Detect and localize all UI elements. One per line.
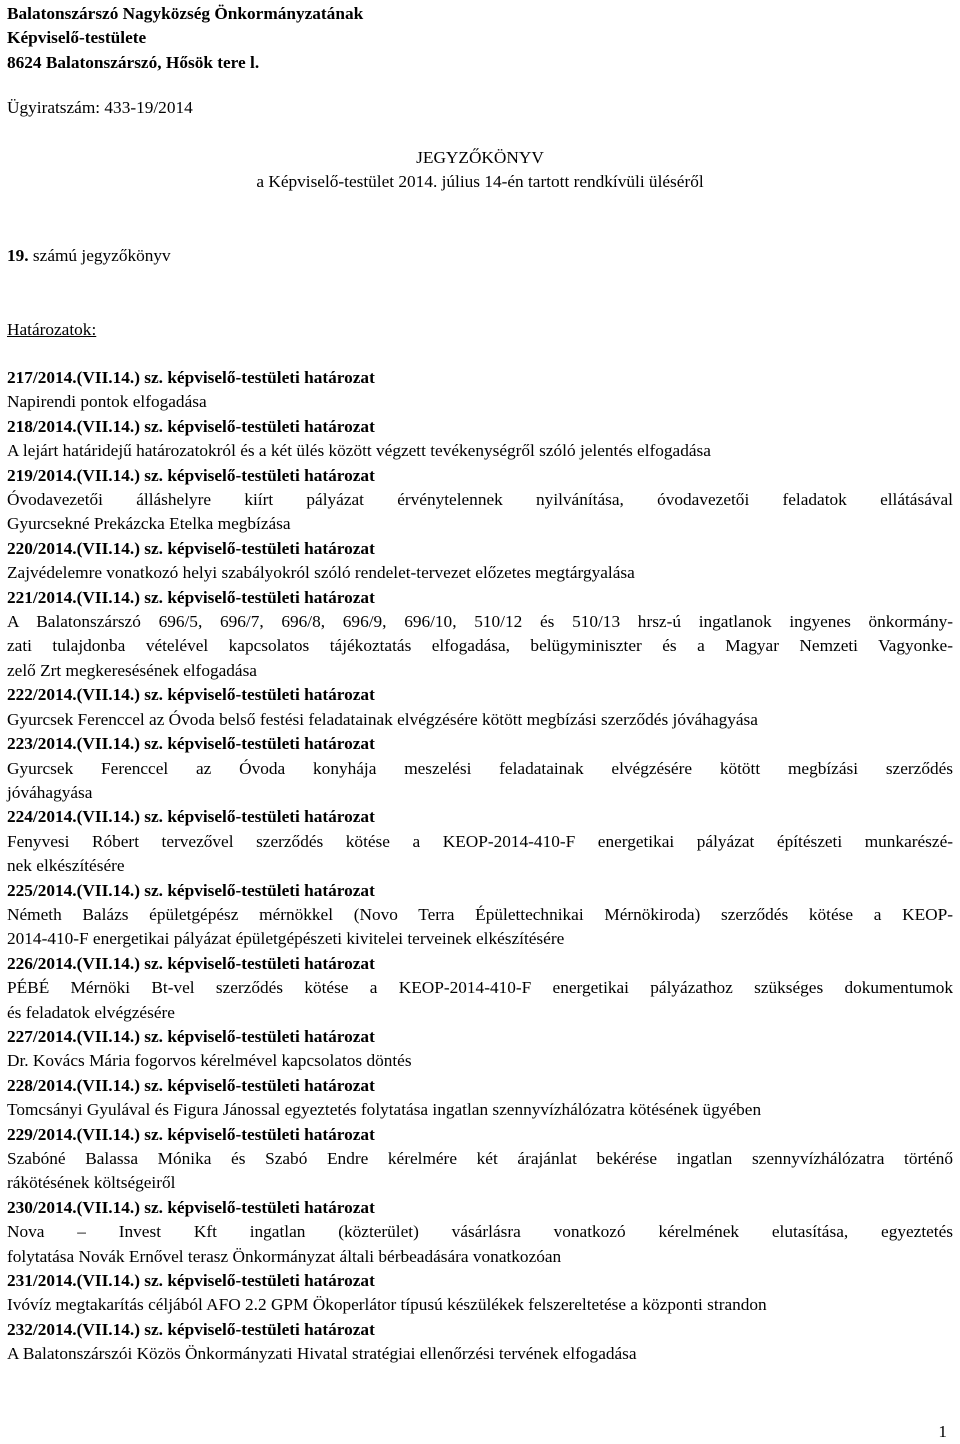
resolution-text-line: Gyurcsekné Prekázcka Etelka megbízása: [7, 514, 291, 534]
resolution-text-line: Dr. Kovács Mária fogorvos kérelmével kapcsolatos döntés: [7, 1051, 412, 1071]
resolution-text-line: Szabóné Balassa Mónika és Szabó Endre kérelmére két árajánlat bekérése ingatlan szennyvízhálózatra történő: [7, 1149, 953, 1168]
resolution-text-line: Ivóvíz megtakarítás céljából AFO 2.2 GPM Ökoperlátor típusú készülékek felszereltetése a központi strandon: [7, 1295, 767, 1315]
resolution-text-line: rákötésének költségeiről: [7, 1173, 176, 1193]
resolution-item: [7, 415, 953, 464]
resolutions-list: [7, 366, 953, 1367]
minutes-number-value: 19.: [7, 246, 29, 265]
resolution-number: 227/2014.(VII.14.) sz. képviselő-testületi határozat: [7, 1026, 375, 1046]
resolution-text-line: Gyurcsek Ferenccel az Óvoda belső festési feladatainak elvégzésére kötött megbízási szerződés jóváhagyása: [7, 709, 758, 729]
resolution-text-line: jóváhagyása: [7, 782, 93, 802]
resolution-number: 220/2014.(VII.14.) sz. képviselő-testületi határozat: [7, 538, 375, 558]
resolution-text-line: zelő Zrt megkeresésének elfogadása: [7, 660, 257, 680]
resolution-item: [7, 683, 953, 732]
resolution-number: 222/2014.(VII.14.) sz. képviselő-testületi határozat: [7, 685, 375, 705]
resolution-number: 230/2014.(VII.14.) sz. képviselő-testületi határozat: [7, 1197, 375, 1217]
resolution-number: 226/2014.(VII.14.) sz. képviselő-testületi határozat: [7, 953, 375, 973]
resolution-text-line: A Balatonszárszói Közös Önkormányzati Hivatal stratégiai ellenőrzési tervének elfogadása: [7, 1344, 637, 1364]
resolution-item: [7, 366, 953, 415]
resolution-item: [7, 952, 953, 1025]
resolution-text-line: nek elkészítésére: [7, 856, 125, 876]
resolutions-heading-text: Határozatok:: [7, 320, 97, 339]
minutes-number-text: számú jegyzőkönyv: [28, 246, 171, 265]
resolution-text-line: és feladatok elvégzésére: [7, 1002, 175, 1022]
resolution-text-line: A lejárt határidejű határozatokról és a két ülés között végzett tevékenységről szóló jelentés elfogadása: [7, 441, 711, 461]
resolution-item: [7, 1074, 953, 1123]
resolution-text-line: Németh Balázs épületgépész mérnökkel (Novo Terra Épülettechnikai Mérnökiroda) szerződés kötése a KEOP-: [7, 904, 953, 924]
resolution-number: 229/2014.(VII.14.) sz. képviselő-testületi határozat: [7, 1124, 375, 1144]
resolution-item: [7, 732, 953, 805]
resolution-text-line: zati tulajdonba vételével kapcsolatos tájékoztatás elfogadása, belügyminiszter és a Magyar Nemzeti Vagyonke-: [7, 636, 953, 656]
resolution-number: 223/2014.(VII.14.) sz. képviselő-testületi határozat: [7, 734, 375, 754]
resolution-number: 225/2014.(VII.14.) sz. képviselő-testületi határozat: [7, 880, 375, 900]
resolution-item: [7, 1269, 953, 1318]
resolution-text-line: A Balatonszárszó 696/5, 696/7, 696/8, 696/9, 696/10, 510/12 és 510/13 hrsz-ú ingatlanok ingyenes önkormány-: [7, 612, 953, 632]
resolution-number: 232/2014.(VII.14.) sz. képviselő-testületi határozat: [7, 1319, 375, 1339]
resolution-number: 231/2014.(VII.14.) sz. képviselő-testületi határozat: [7, 1271, 375, 1291]
minutes-number: [7, 244, 171, 268]
resolution-text-line: Tomcsányi Gyulával és Figura Jánossal egyeztetés folytatása ingatlan szennyvízhálózatra kötésének ügyében: [7, 1100, 762, 1120]
resolution-number: 217/2014.(VII.14.) sz. képviselő-testületi határozat: [7, 368, 375, 387]
resolution-text-line: Napirendi pontok elfogadása: [7, 392, 207, 412]
page-number: 1: [938, 1422, 947, 1441]
case-number: Ügyiratszám: 433-19/2014: [7, 98, 193, 117]
resolution-item: [7, 805, 953, 878]
resolution-text-line: Fenyvesi Róbert tervezővel szerződés kötése a KEOP-2014-410-F energetikai pályázat építészeti munkarészé-: [7, 831, 953, 851]
resolution-item: [7, 537, 953, 586]
resolution-number: 221/2014.(VII.14.) sz. képviselő-testületi határozat: [7, 587, 375, 607]
resolution-text-line: 2014-410-F energetikai pályázat épületgépészeti kivitelei terveinek elkészítésére: [7, 929, 565, 949]
resolution-item: [7, 1196, 953, 1269]
resolution-number: 228/2014.(VII.14.) sz. képviselő-testületi határozat: [7, 1075, 375, 1095]
resolution-number: 218/2014.(VII.14.) sz. képviselő-testületi határozat: [7, 416, 375, 436]
resolution-item: [7, 1025, 953, 1074]
resolution-item: [7, 1123, 953, 1196]
resolution-text-line: PÉBÉ Mérnöki Bt-vel szerződés kötése a KEOP-2014-410-F energetikai pályázathoz szükséges dokumentumok: [7, 978, 953, 998]
resolution-text-line: Óvodavezetői álláshelyre kiírt pályázat érvénytelennek nyilvánítása, óvodavezetői feladatok ellátásával: [7, 490, 953, 510]
resolution-number: 224/2014.(VII.14.) sz. képviselő-testületi határozat: [7, 807, 375, 827]
resolution-text-line: Nova – Invest Kft ingatlan (közterület) vásárlásra vonatkozó kérelmének elutasítása, egyeztetés: [7, 1222, 953, 1242]
document-subtitle: a Képviselő-testület 2014. július 14-én tartott rendkívüli üléséről: [256, 172, 704, 191]
resolution-number: 219/2014.(VII.14.) sz. képviselő-testületi határozat: [7, 465, 375, 485]
letterhead-line-2: Képviselő-testülete: [7, 28, 147, 48]
resolution-item: [7, 1318, 953, 1367]
resolution-text-line: Zajvédelemre vonatkozó helyi szabályokról szóló rendelet-tervezet előzetes megtárgyalása: [7, 563, 635, 583]
letterhead-line-1: Balatonszárszó Nagyközség Önkormányzatának: [7, 4, 364, 23]
resolution-item: [7, 586, 953, 684]
letterhead-address: 8624 Balatonszárszó, Hősök tere l.: [7, 52, 260, 72]
resolution-item: [7, 464, 953, 537]
resolution-text-line: folytatása Novák Ernővel terasz Önkormányzat általi bérbeadására vonatkozóan: [7, 1246, 562, 1266]
resolution-text-line: Gyurcsek Ferenccel az Óvoda konyhája meszelési feladatainak elvégzésére kötött megbízási szerződés: [7, 758, 953, 778]
resolutions-heading: [7, 318, 96, 342]
letterhead: [7, 2, 363, 75]
resolution-item: [7, 879, 953, 952]
document-title: JEGYZŐKÖNYV: [416, 148, 544, 167]
